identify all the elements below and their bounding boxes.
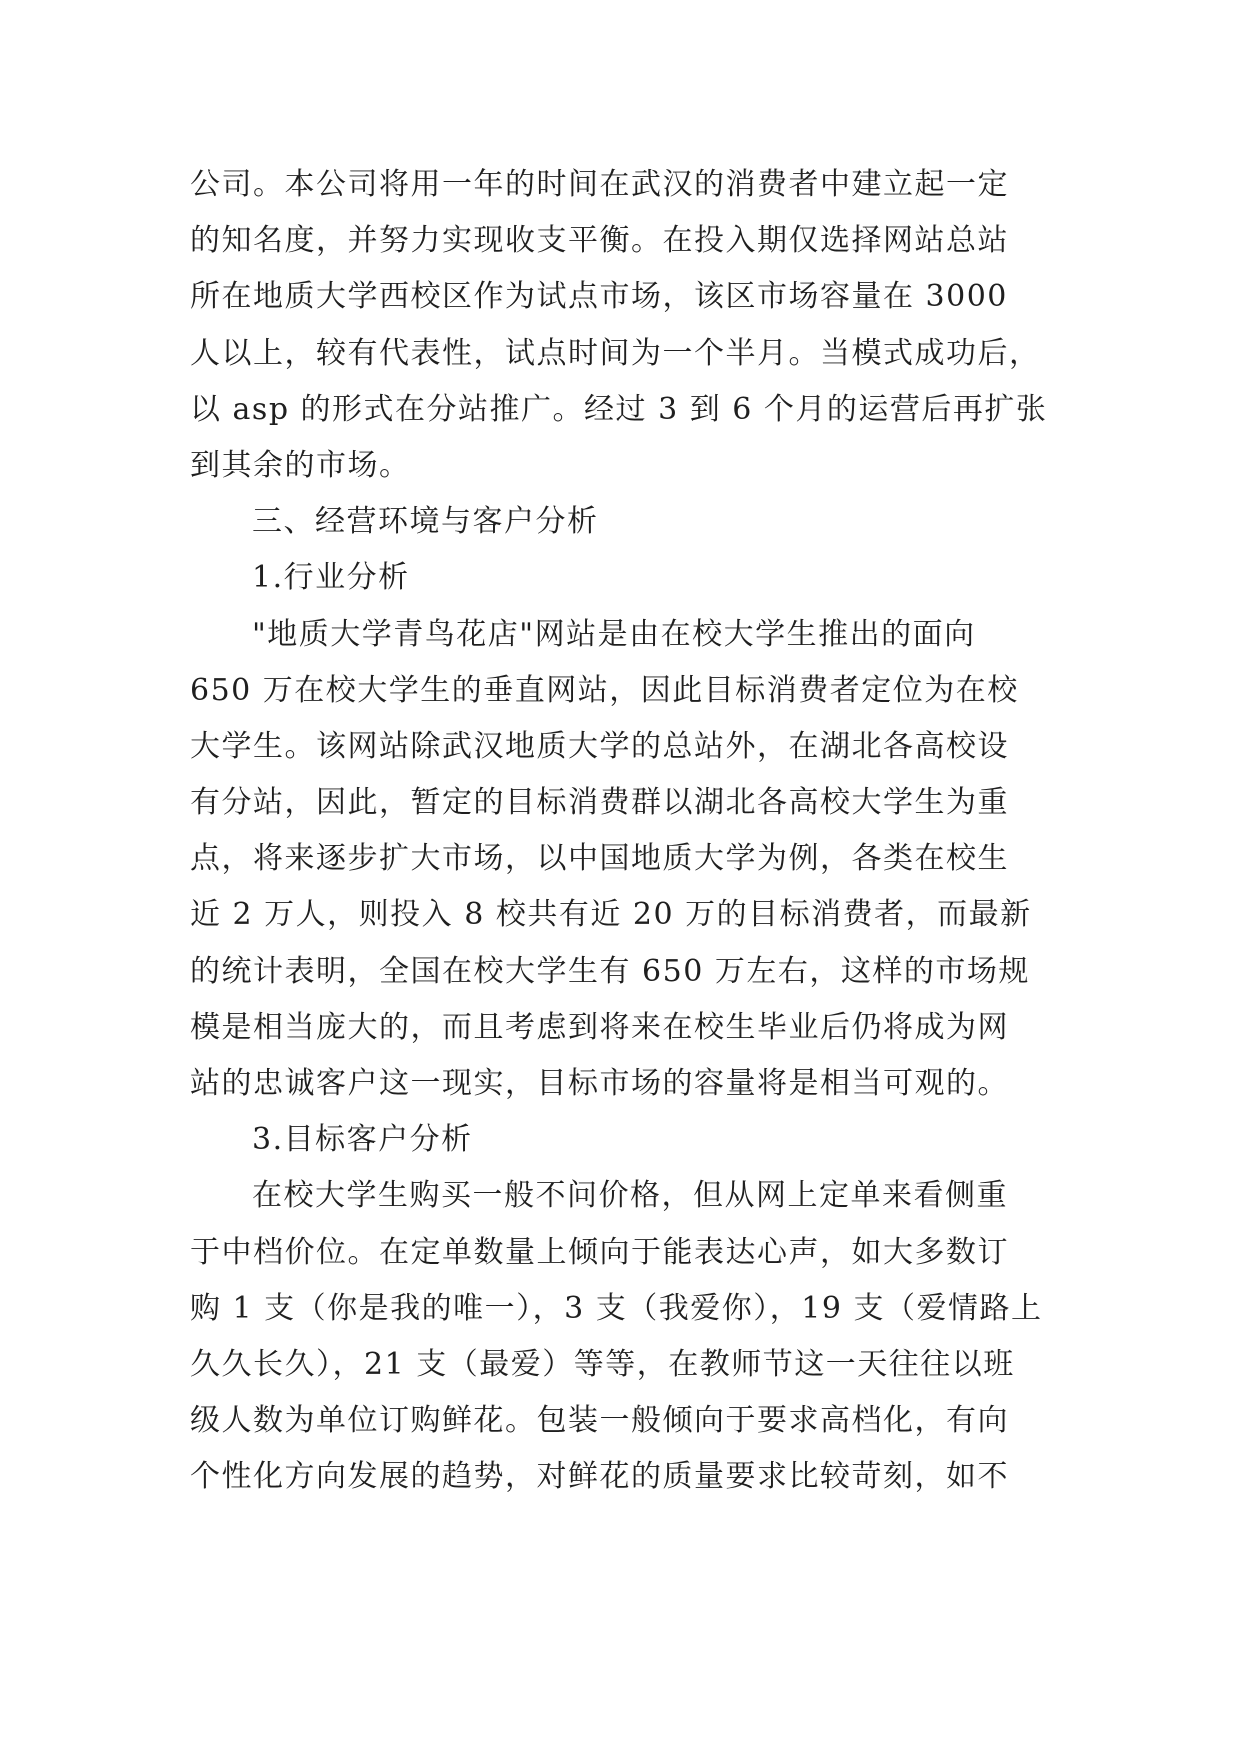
- subsection-heading: 1.行业分析: [252, 560, 410, 596]
- document-body: [190, 157, 1070, 1506]
- paragraph-line: 近 2 万人，则投入 8 校共有近 20 万的目标消费者，而最新: [190, 897, 1032, 933]
- paragraph-line: 650 万在校大学生的垂直网站，因此目标消费者定位为在校: [190, 672, 1019, 708]
- paragraph-line: 久久长久），21 支（最爱）等等，在教师节这一天往往以班: [190, 1346, 1015, 1382]
- paragraph-line: 于中档价位。在定单数量上倾向于能表达心声，如大多数订: [190, 1234, 1009, 1270]
- paragraph-line: 点，将来逐步扩大市场，以中国地质大学为例，各类在校生: [190, 841, 1009, 877]
- paragraph-line: 大学生。该网站除武汉地质大学的总站外，在湖北各高校设: [190, 728, 1009, 764]
- paragraph-line: 购 1 支（你是我的唯一），3 支（我爱你），19 支（爱情路上: [190, 1290, 1043, 1326]
- section-heading: 三、经营环境与客户分析: [252, 504, 599, 540]
- paragraph-line: 的知名度，并努力实现收支平衡。在投入期仅选择网站总站: [190, 223, 1009, 259]
- paragraph-line: 公司。本公司将用一年的时间在武汉的消费者中建立起一定: [190, 167, 1009, 202]
- paragraph-line: 的统计表明，全国在校大学生有 650 万左右，这样的市场规: [190, 953, 1030, 989]
- paragraph-line: 有分站，因此，暂定的目标消费群以湖北各高校大学生为重: [190, 785, 1009, 821]
- paragraph-line: 到其余的市场。: [190, 447, 411, 483]
- paragraph-line: 以 asp 的形式在分站推广。经过 3 到 6 个月的运营后再扩张: [190, 391, 1048, 427]
- paragraph-line: 个性化方向发展的趋势，对鲜花的质量要求比较苛刻，如不: [190, 1459, 1009, 1495]
- paragraph-line: 级人数为单位订购鲜花。包装一般倾向于要求高档化，有向: [190, 1403, 1009, 1439]
- subsection-heading: 3.目标客户分析: [252, 1122, 473, 1158]
- paragraph-line: "地质大学青鸟花店"网站是由在校大学生推出的面向: [252, 616, 976, 652]
- paragraph-line: 在校大学生购买一般不问价格，但从网上定单来看侧重: [252, 1178, 1008, 1214]
- paragraph-line: 人以上，较有代表性，试点时间为一个半月。当模式成功后，: [190, 335, 1041, 371]
- paragraph-line: 所在地质大学西校区作为试点市场，该区市场容量在 3000: [190, 279, 1008, 315]
- paragraph-line: 站的忠诚客户这一现实，目标市场的容量将是相当可观的。: [190, 1066, 1009, 1101]
- paragraph-line: 模是相当庞大的，而且考虑到将来在校生毕业后仍将成为网: [190, 1009, 1009, 1045]
